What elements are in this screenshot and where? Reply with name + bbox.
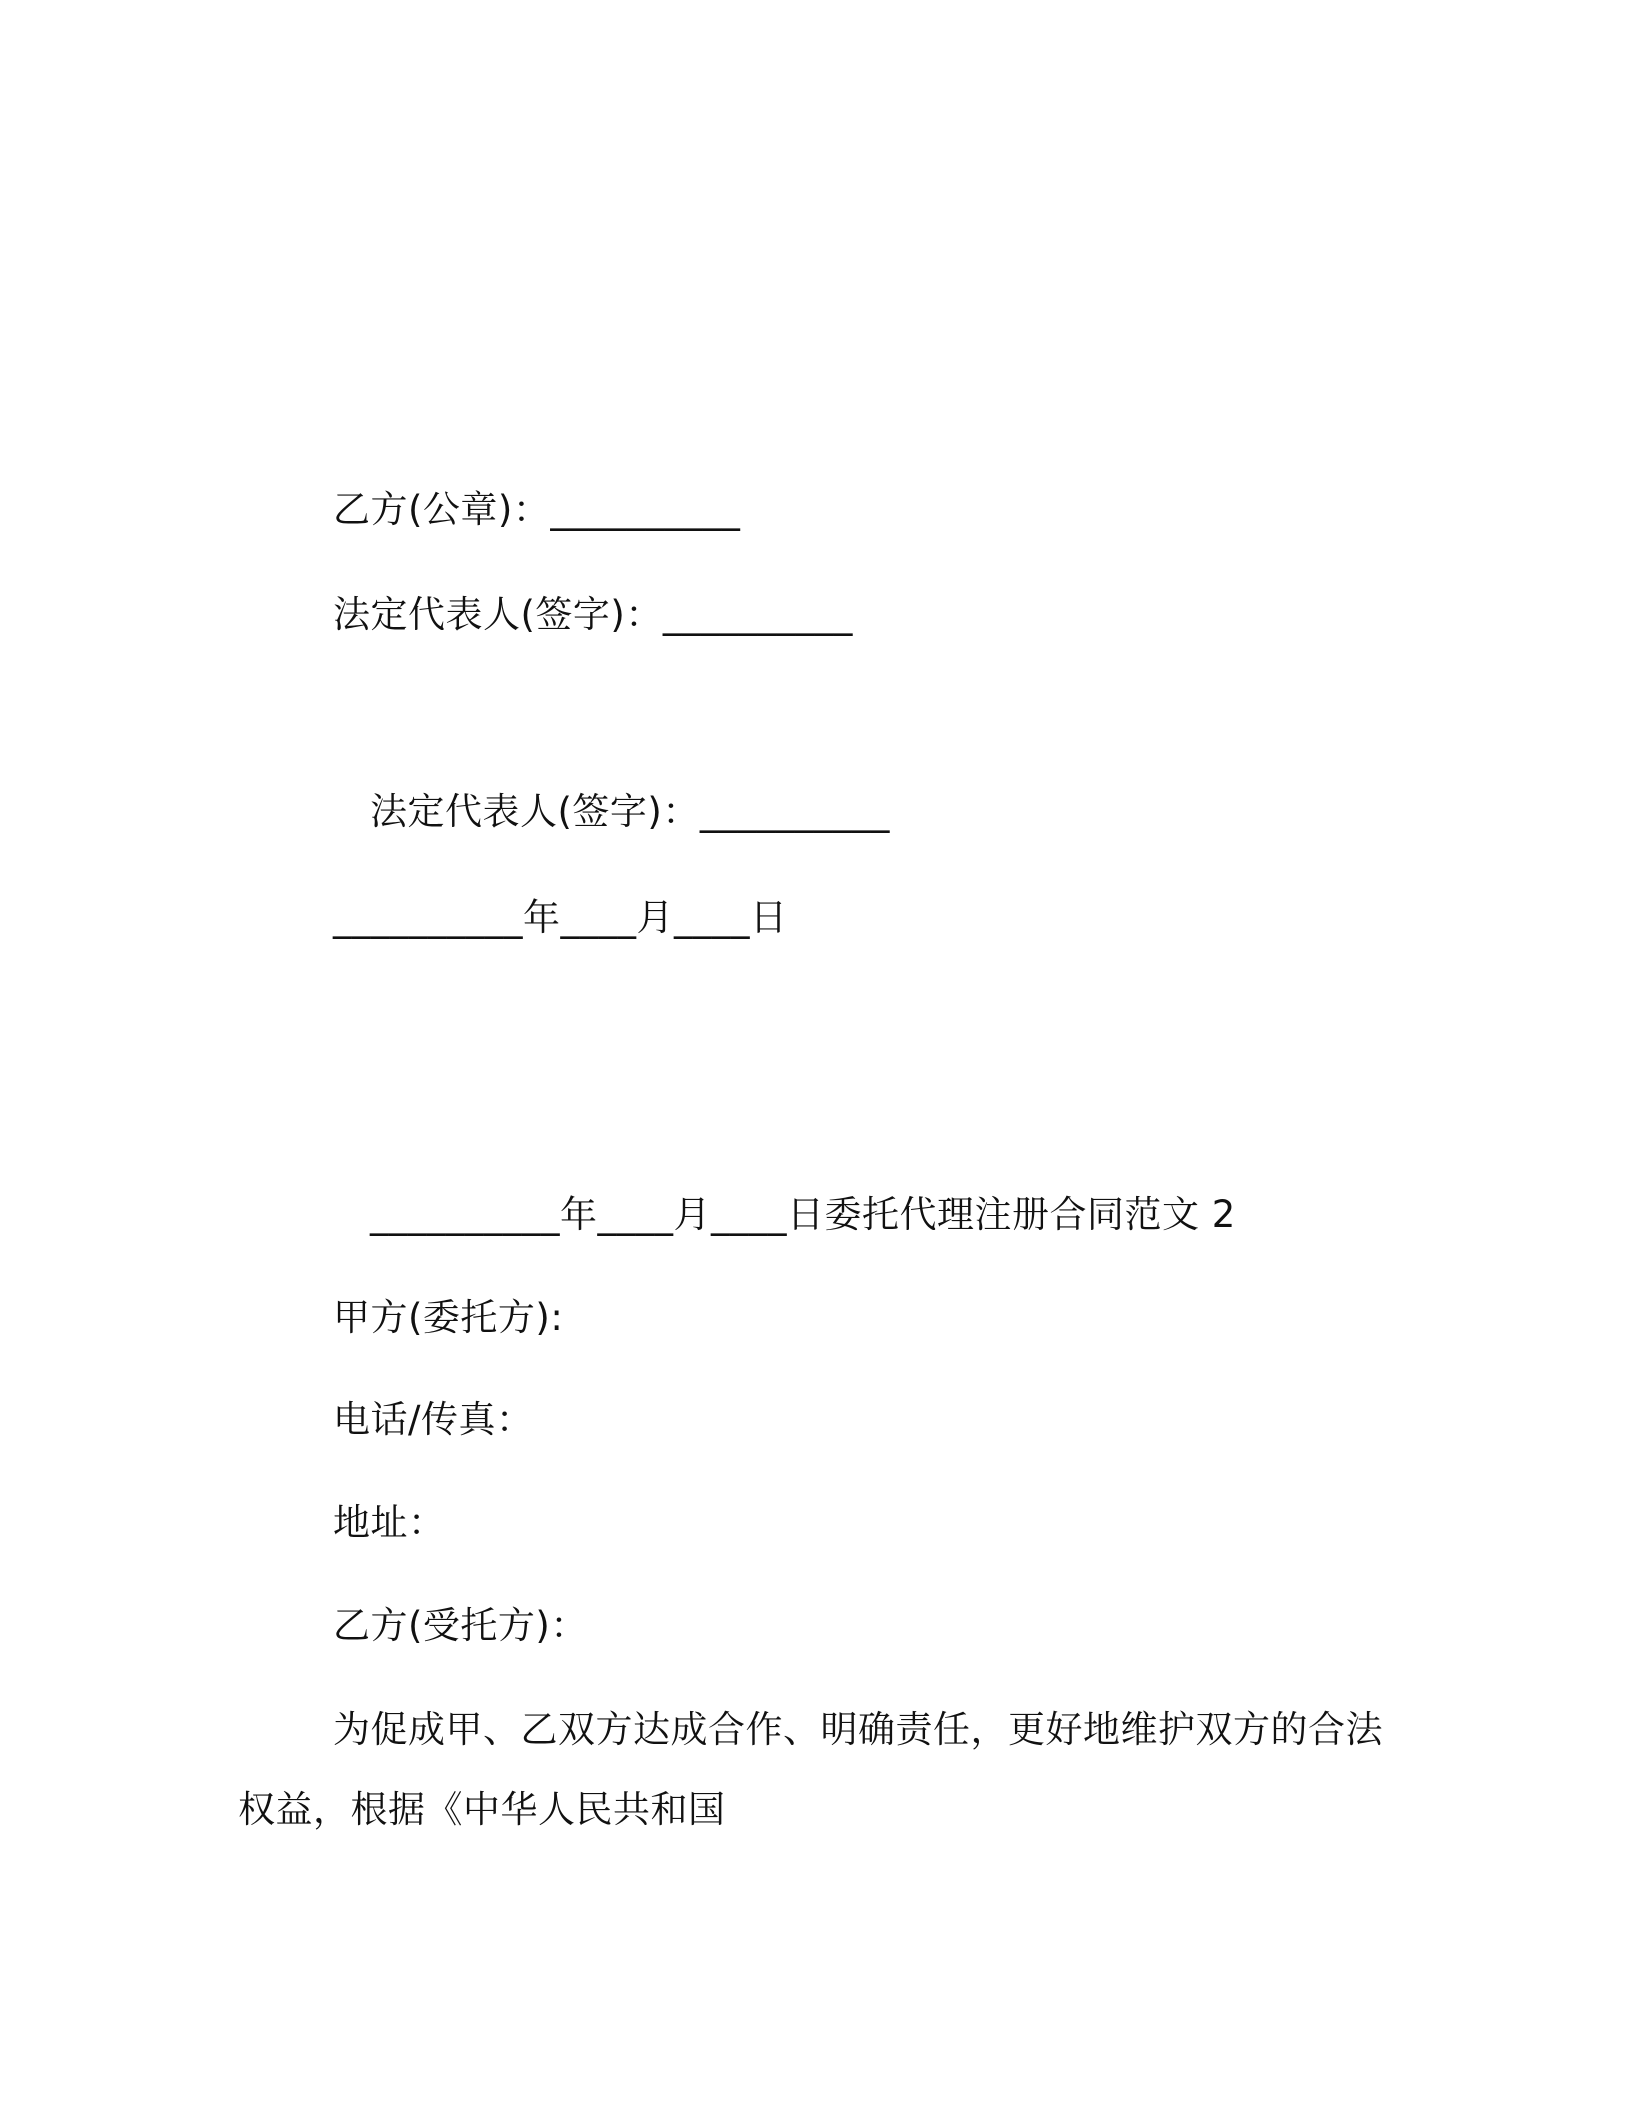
legal-representative-signature-line-2: 法定代表人(签字)：__________: [370, 790, 890, 833]
body-paragraph-line-2: 权益，根据《中华人民共和国: [238, 1788, 726, 1831]
legal-representative-signature-line: 法定代表人(签字)：__________: [333, 593, 853, 636]
contract-heading-line: __________年____月____日委托代理注册合同范文 2: [370, 1193, 1236, 1236]
date-line: __________年____月____日: [333, 896, 788, 939]
address-line: 地址：: [333, 1501, 446, 1544]
party-b-agent-line: 乙方(受托方)：: [333, 1604, 588, 1647]
phone-fax-line: 电话/传真：: [333, 1398, 534, 1441]
body-paragraph-line-1: 为促成甲、乙双方达成合作、明确责任，更好地维护双方的合法: [333, 1708, 1383, 1751]
party-a-client-line: 甲方(委托方):: [333, 1296, 564, 1339]
party-b-seal-line: 乙方(公章)：__________: [333, 488, 741, 531]
